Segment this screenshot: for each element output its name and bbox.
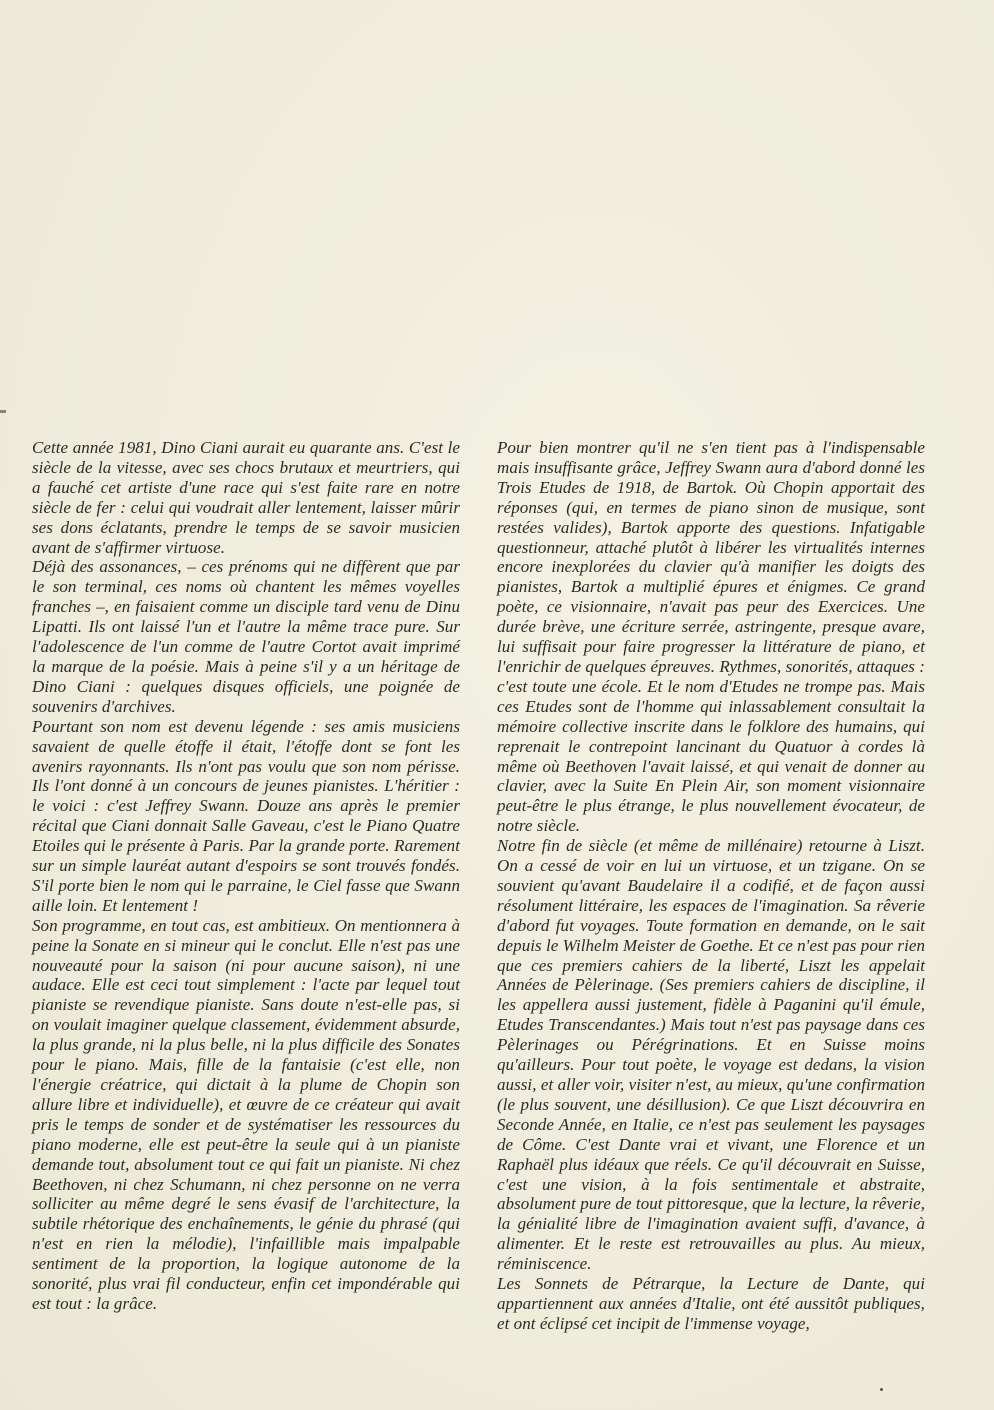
- paragraph: Notre fin de siècle (et même de millénaire) retourne à Liszt. On a cessé de voir en lui un virtuose, et un tzigane. On se souvient qu'avant Baudelaire il a codifié, et de façon aussi résolument littéraire, les espaces de l'imagination. Sa rêverie d'abord fut voyages. Toute formation en demande, on le sait depuis le Wilhelm Meister de Goethe. Et ce n'est pas pour rien que ces premiers cahiers de la liberté, Liszt les appelait Années de Pèlerinage. (Ses premiers cahiers de discipline, il les appellera aussi justement, fidèle à Paganini qu'il émule, Etudes Transcendantes.) Mais tout n'est pas paysage dans ces Pèlerinages ou Pérégrinations. Et en Suisse moins qu'ailleurs. Pour tout poète, le voyage est dedans, la vision aussi, et aller voir, visiter n'est, au mieux, qu'une confirmation (le plus souvent, une désillusion). Ce que Liszt découvrira en Seconde Année, en Italie, ce n'est pas seulement les paysages de Côme. C'est Dante vrai et vivant, une Florence et un Raphaël plus idéaux que réels. Ce qu'il découvrait en Suisse, c'est une vision, à la fois sentimentale et abstraite, absolument pure de tout pittoresque, que la lecture, la rêverie, la génialité libre de l'imagination avaient suffi, d'avance, à alimenter. Et le reste est retrouvailles au plus. Au mieux, réminiscence.: [497, 836, 925, 1274]
- left-column: [32, 438, 460, 1314]
- page-edge-mark: [0, 410, 6, 413]
- paragraph: Déjà des assonances, – ces prénoms qui ne diffèrent que par le son terminal, ces noms où chantent les mêmes voyelles franches –, en faisaient comme un disciple tard venu de Dinu Lipatti. Ils ont laissé l'un et l'autre la même trace pure. Sur l'adolescence de l'un comme de l'autre Cortot avait imprimé la marque de la poésie. Mais à peine s'il y a un héritage de Dino Ciani : quelques disques officiels, une poignée de souvenirs d'archives.: [32, 557, 460, 716]
- paragraph: Les Sonnets de Pétrarque, la Lecture de Dante, qui appartiennent aux années d'Italie, ont été aussitôt publiques, et ont éclipsé cet incipit de l'immense voyage,: [497, 1274, 925, 1333]
- right-column: [497, 438, 925, 1334]
- paragraph: Pour bien montrer qu'il ne s'en tient pas à l'indispensable mais insuffisante grâce, Jeffrey Swann aura d'abord donné les Trois Etudes de 1918, de Bartok. Où Chopin apportait des réponses (qui, en termes de piano sinon de musique, sont restées valides), Bartok apporte des questions. Infatigable questionneur, attaché plutôt à libérer les virtualités internes encore inexplorées du clavier qu'à manifier les doigts des pianistes, Bartok a multiplié épures et énigmes. Ce grand poète, ce visionnaire, n'avait pas peur des Exercices. Une durée brève, une écriture serrée, astringente, presque avare, lui suffisait pour faire progresser la littérature de piano, et l'enrichir de quelques épreuves. Rythmes, sonorités, attaques : c'est toute une école. Et le nom d'Etudes ne trompe pas. Mais ces Etudes sont de l'homme qui inlassablement consultait la mémoire collective inscrite dans le folklore des humains, qui reprenait le contrepoint lancinant du Quatuor à cordes là même où Beethoven l'avait laissé, et qui venait de donner au clavier, avec la Suite En Plein Air, son moment visionnaire peut-être le plus étrange, le plus nouvellement évocateur, de notre siècle.: [497, 438, 925, 836]
- paragraph: Pourtant son nom est devenu légende : ses amis musiciens savaient de quelle étoffe il était, l'étoffe dont se font les avenirs rayonnants. Ils n'ont pas voulu que son nom périsse. Ils l'ont donné à un concours de jeunes pianistes. L'héritier : le voici : c'est Jeffrey Swann. Douze ans après le premier récital que Ciani donnait Salle Gaveau, c'est le Piano Quatre Etoiles qui le présente à Paris. Par la grande porte. Rarement sur un simple lauréat autant d'espoirs se sont trouvés fondés. S'il porte bien le nom qui le parraine, le Ciel fasse que Swann aille loin. Et lentement !: [32, 716, 460, 915]
- paragraph: Son programme, en tout cas, est ambitieux. On mentionnera à peine la Sonate en si mineur qui le conclut. Elle n'est pas une nouveauté pour la saison (ni pour aucune saison), ni une audace. Elle est ceci tout simplement : l'acte par lequel tout pianiste se revendique pianiste. Sans doute n'est-elle pas, si on voulait imaginer quelque classement, évidemment absurde, la plus grande, ni la plus belle, ni la plus difficile des Sonates pour le piano. Mais, fille de la fantaisie (c'est elle, non l'énergie créatrice, qui dictait à la plume de Chopin son allure libre et individuelle), et œuvre de ce créateur qui avait pris le temps de sonder et de systématiser les ressources du piano moderne, elle est peut-être la seule qui à un pianiste demande tout, absolument tout ce qui fait un pianiste. Ni chez Beethoven, ni chez Schumann, ni chez personne on ne verra solliciter au même degré le sens évasif de l'architecture, la subtile rhétorique des enchaînements, le génie du phrasé (qui n'est en rien la mélodie), l'infaillible mais impalpable sentiment de la proportion, la logique autonome de la sonorité, plus vrai fil conducteur, enfin cet impondérable qui est tout : la grâce.: [32, 915, 460, 1313]
- paragraph: Cette année 1981, Dino Ciani aurait eu quarante ans. C'est le siècle de la vitesse, avec ses chocs brutaux et meurtriers, qui a fauché cet artiste d'une race qui s'est faite rare en notre siècle de fer : celui qui voudrait aller lentement, laisser mûrir ses dons éclatants, prendre le temps de se savoir musicien avant de s'affirmer virtuose.: [32, 438, 460, 557]
- paper-speck: [880, 1388, 883, 1391]
